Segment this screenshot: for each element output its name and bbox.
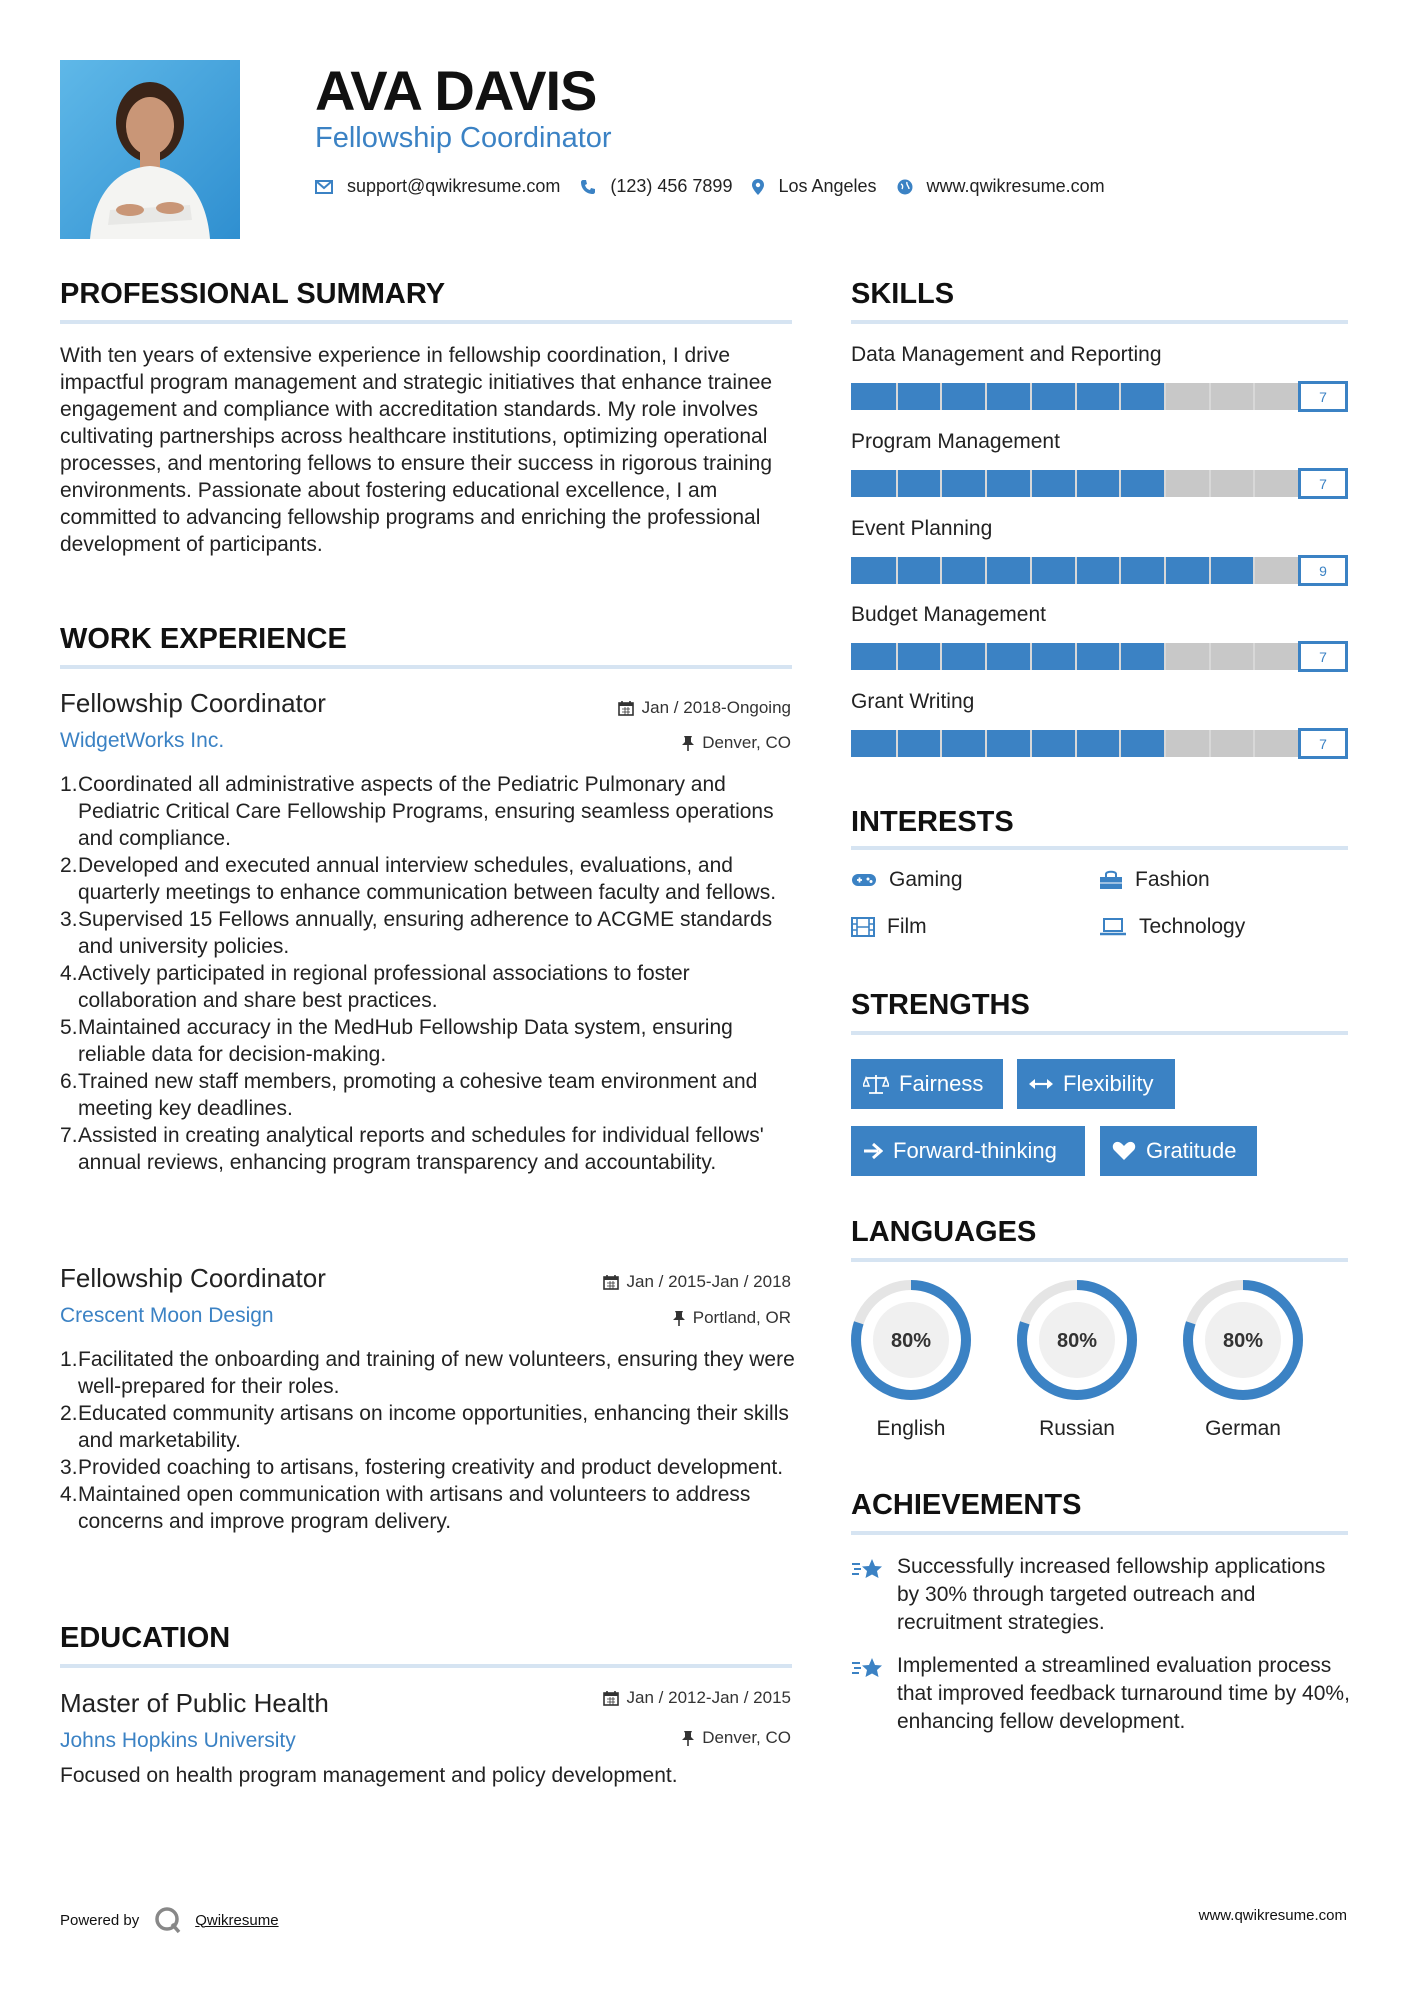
- film-icon: [851, 917, 875, 937]
- achievement-item: [851, 1553, 1351, 1637]
- skill-bar-tick: [1030, 730, 1032, 757]
- job-dates-text: Jan / 2018-Ongoing: [641, 698, 791, 717]
- language-label: English: [876, 1417, 946, 1440]
- language-percent: 80%: [890, 1330, 932, 1352]
- strengths-heading: STRENGTHS: [851, 989, 1030, 1021]
- skill-label: Program Management: [851, 430, 1060, 453]
- experience-heading: WORK EXPERIENCE: [60, 623, 347, 655]
- job-location-text: Portland, OR: [692, 1308, 791, 1327]
- skill-bar-tick: [1119, 557, 1121, 584]
- education-rule: [60, 1664, 792, 1668]
- skill-level-badge: 9: [1298, 555, 1348, 586]
- interests-heading: INTERESTS: [851, 806, 1014, 838]
- interest-item: [1099, 868, 1210, 892]
- skill-bar-tick: [1253, 383, 1255, 410]
- skill-bar: [851, 643, 1348, 670]
- skill-fill: [851, 557, 1253, 584]
- shopping-bag-icon: [1099, 870, 1123, 890]
- skill-bar-tick: [1209, 730, 1211, 757]
- job-location: [673, 1308, 791, 1328]
- strength-label: Fairness: [899, 1071, 984, 1096]
- achievement-text: Implemented a streamlined evaluation process that improved feedback turnaround time by 40%, enhancing fellow development.: [897, 1654, 1350, 1733]
- job-company: WidgetWorks Inc.: [60, 729, 225, 752]
- skill-bar-tick: [896, 470, 898, 497]
- contact-website[interactable]: [897, 176, 1105, 197]
- list-item: Facilitated the onboarding and training of new volunteers, ensuring they were well-prepared for their roles.: [78, 1348, 795, 1398]
- education-location: [682, 1728, 791, 1748]
- interests-rule: [851, 846, 1348, 850]
- globe-icon: [897, 179, 913, 195]
- skill-bar-tick: [1119, 383, 1121, 410]
- interest-label: Fashion: [1135, 868, 1210, 891]
- list-item: Supervised 15 Fellows annually, ensuring adherence to ACGME standards and university policies.: [78, 908, 773, 958]
- powered-by-text: Powered by: [60, 1911, 140, 1929]
- job-dates-text: Jan / 2015-Jan / 2018: [626, 1272, 791, 1291]
- pushpin-icon: [682, 1730, 694, 1746]
- skill-bar-tick: [1030, 470, 1032, 497]
- job-duties-list: [60, 771, 800, 1176]
- contact-row: [315, 176, 1125, 197]
- skill-bar: [851, 383, 1348, 410]
- contact-email[interactable]: [315, 176, 560, 197]
- website-text: www.qwikresume.com: [926, 176, 1105, 196]
- map-marker-icon: [752, 179, 764, 195]
- skill-bar-tick: [1030, 643, 1032, 670]
- pushpin-icon: [673, 1310, 685, 1326]
- skill-bar: [851, 730, 1348, 757]
- education-school: Johns Hopkins University: [60, 1729, 296, 1752]
- skill-bar-tick: [940, 383, 942, 410]
- education-degree: Master of Public Health: [60, 1688, 329, 1718]
- languages-rule: [851, 1258, 1348, 1262]
- skill-bar-tick: [1164, 557, 1166, 584]
- skill-bar: [851, 470, 1348, 497]
- skill-bar-tick: [985, 470, 987, 497]
- skill-bar-tick: [896, 643, 898, 670]
- skill-bar-tick: [896, 383, 898, 410]
- laptop-icon: [1099, 918, 1127, 936]
- skill-bar-tick: [896, 557, 898, 584]
- arrows-horizontal-icon: [1029, 1077, 1053, 1091]
- location-text: Los Angeles: [778, 176, 877, 196]
- skill-bar-tick: [940, 643, 942, 670]
- language-percent: 80%: [1222, 1330, 1264, 1352]
- skill-bar-tick: [1209, 383, 1211, 410]
- pushpin-icon: [682, 735, 694, 751]
- skill-bar-tick: [1253, 730, 1255, 757]
- education-dates-text: Jan / 2012-Jan / 2015: [626, 1688, 791, 1707]
- phone-text: (123) 456 7899: [610, 176, 733, 196]
- skill-bar-tick: [940, 470, 942, 497]
- calendar-icon: [603, 1690, 619, 1706]
- skill-bar-tick: [1119, 470, 1121, 497]
- list-item: Trained new staff members, promoting a cohesive team environment and meeting key deadlines.: [78, 1070, 758, 1120]
- list-item: Developed and executed annual interview schedules, evaluations, and quarterly meetings to enhance communication between faculty and fellows.: [78, 854, 777, 904]
- skill-bar-tick: [1164, 383, 1166, 410]
- achievements-rule: [851, 1531, 1348, 1535]
- summary-text: With ten years of extensive experience in fellowship coordination, I drive impactful program management and strategic initiatives that enhance trainee engagement and compliance with accreditation standards. My role involves cultivating partnerships across healthcare institutions, optimizing operational processes, and mentoring fellows to ensure their success in rigorous training environments. Passionate about fostering educational excellence, I am committed to advancing fellowship programs and enriching the professional development of participants.: [60, 344, 773, 556]
- skills-rule: [851, 320, 1348, 324]
- job-title: Fellowship Coordinator: [60, 1263, 326, 1293]
- skill-bar-tick: [1253, 470, 1255, 497]
- list-item: Actively participated in regional professional associations to foster collaboration and share best practices.: [78, 962, 690, 1012]
- balance-scale-icon: [863, 1073, 889, 1095]
- candidate-title: Fellowship Coordinator: [315, 122, 612, 154]
- skill-level-badge: 7: [1298, 381, 1348, 412]
- skill-level-badge: 7: [1298, 728, 1348, 759]
- achievements-heading: ACHIEVEMENTS: [851, 1489, 1082, 1521]
- skill-bar: [851, 557, 1348, 584]
- footer-powered-by: [60, 1905, 279, 1935]
- skill-label: Budget Management: [851, 603, 1046, 626]
- brand-link[interactable]: Qwikresume: [195, 1911, 279, 1929]
- summary-heading: PROFESSIONAL SUMMARY: [60, 278, 446, 310]
- skill-level-badge: 7: [1298, 641, 1348, 672]
- skill-label: Event Planning: [851, 517, 993, 540]
- skill-bar-tick: [985, 383, 987, 410]
- list-item: Maintained accuracy in the MedHub Fellowship Data system, ensuring reliable data for decision-making.: [78, 1016, 733, 1066]
- profile-photo: [60, 60, 240, 239]
- job-title: Fellowship Coordinator: [60, 688, 326, 718]
- skill-fill: [851, 383, 1164, 410]
- language-ring: [1015, 1278, 1139, 1402]
- skill-bar-tick: [1075, 383, 1077, 410]
- skill-fill: [851, 470, 1164, 497]
- list-item: Provided coaching to artisans, fostering creativity and product development.: [78, 1456, 784, 1479]
- skill-bar-tick: [1164, 470, 1166, 497]
- skill-bar-tick: [1253, 643, 1255, 670]
- skill-bar-tick: [940, 557, 942, 584]
- skill-bar-tick: [985, 730, 987, 757]
- interest-label: Film: [887, 915, 927, 938]
- job-dates: [618, 698, 791, 718]
- achievement-text: Successfully increased fellowship applications by 30% through targeted outreach and recruitment strategies.: [897, 1555, 1326, 1634]
- skill-label: Grant Writing: [851, 690, 975, 713]
- language-item: [849, 1278, 973, 1441]
- strengths-rule: [851, 1031, 1348, 1035]
- list-item: Maintained open communication with artisans and volunteers to address concerns and improve program delivery.: [78, 1483, 751, 1533]
- strength-badge: [851, 1126, 1085, 1176]
- skill-bar-tick: [1253, 557, 1255, 584]
- envelope-icon: [315, 180, 333, 194]
- summary-rule: [60, 320, 792, 324]
- language-item: [1181, 1278, 1305, 1441]
- job-company: Crescent Moon Design: [60, 1304, 274, 1327]
- interest-item: [1099, 915, 1245, 939]
- skill-bar-tick: [985, 643, 987, 670]
- job-location: [682, 733, 791, 753]
- calendar-icon: [618, 700, 634, 716]
- skill-bar-tick: [1119, 730, 1121, 757]
- language-ring: [1181, 1278, 1305, 1402]
- skill-fill: [851, 643, 1164, 670]
- list-item: Assisted in creating analytical reports and schedules for individual fellows' annual reviews, enhancing program transparency and accountability.: [78, 1124, 764, 1174]
- skill-bar-tick: [1164, 730, 1166, 757]
- skill-fill: [851, 730, 1164, 757]
- interest-item: [851, 915, 927, 939]
- strength-label: Forward-thinking: [893, 1138, 1057, 1163]
- language-item: [1015, 1278, 1139, 1441]
- skill-bar-tick: [1030, 557, 1032, 584]
- calendar-icon: [603, 1274, 619, 1290]
- achievement-item: [851, 1652, 1351, 1736]
- interest-label: Gaming: [889, 868, 963, 891]
- strength-label: Flexibility: [1063, 1071, 1154, 1096]
- education-description: Focused on health program management and policy development.: [60, 1764, 678, 1787]
- shooting-star-icon: [851, 1654, 885, 1682]
- strength-badge: [851, 1059, 1003, 1109]
- job-duties-list: [60, 1346, 800, 1535]
- phone-icon: [580, 179, 596, 195]
- skill-bar-tick: [940, 730, 942, 757]
- skill-bar-tick: [1209, 643, 1211, 670]
- skill-bar-tick: [896, 730, 898, 757]
- email-text: support@qwikresume.com: [347, 176, 561, 196]
- language-label: Russian: [1039, 1417, 1115, 1440]
- footer-website[interactable]: www.qwikresume.com: [1198, 1907, 1347, 1924]
- contact-location: [752, 176, 876, 197]
- strength-label: Gratitude: [1146, 1138, 1237, 1163]
- language-percent: 80%: [1056, 1330, 1098, 1352]
- interest-label: Technology: [1139, 915, 1246, 938]
- skill-bar-tick: [1075, 557, 1077, 584]
- job-dates: [603, 1272, 791, 1292]
- candidate-name: AVA DAVIS: [315, 59, 597, 122]
- interest-item: [851, 868, 963, 892]
- skill-bar-tick: [1119, 643, 1121, 670]
- gamepad-icon: [851, 872, 877, 888]
- strength-badge: [1017, 1059, 1175, 1109]
- list-item: Educated community artisans on income opportunities, enhancing their skills and marketability.: [78, 1402, 789, 1452]
- skill-bar-tick: [1075, 730, 1077, 757]
- skill-bar-tick: [1209, 470, 1211, 497]
- strength-badge: [1100, 1126, 1257, 1176]
- experience-rule: [60, 665, 792, 669]
- skill-bar-tick: [1164, 643, 1166, 670]
- list-item: Coordinated all administrative aspects of the Pediatric Pulmonary and Pediatric Critical Care Fellowship Programs, ensuring seamless operations and compliance.: [78, 773, 774, 850]
- skill-bar-tick: [1075, 470, 1077, 497]
- skills-heading: SKILLS: [851, 278, 955, 310]
- qwikresume-logo-icon: [153, 1905, 183, 1935]
- skill-bar-tick: [1209, 557, 1211, 584]
- contact-phone[interactable]: [580, 176, 732, 197]
- job-location-text: Denver, CO: [702, 733, 791, 752]
- language-label: German: [1205, 1417, 1281, 1440]
- education-dates: [603, 1688, 791, 1708]
- skill-bar-tick: [1075, 643, 1077, 670]
- education-location-text: Denver, CO: [702, 1728, 791, 1747]
- skill-label: Data Management and Reporting: [851, 343, 1162, 366]
- arrow-right-icon: [863, 1142, 883, 1160]
- education-heading: EDUCATION: [60, 1622, 231, 1654]
- heart-icon: [1112, 1141, 1136, 1161]
- skill-bar-tick: [985, 557, 987, 584]
- skill-level-badge: 7: [1298, 468, 1348, 499]
- language-ring: [849, 1278, 973, 1402]
- languages-heading: LANGUAGES: [851, 1216, 1037, 1248]
- shooting-star-icon: [851, 1555, 885, 1583]
- skill-bar-tick: [1030, 383, 1032, 410]
